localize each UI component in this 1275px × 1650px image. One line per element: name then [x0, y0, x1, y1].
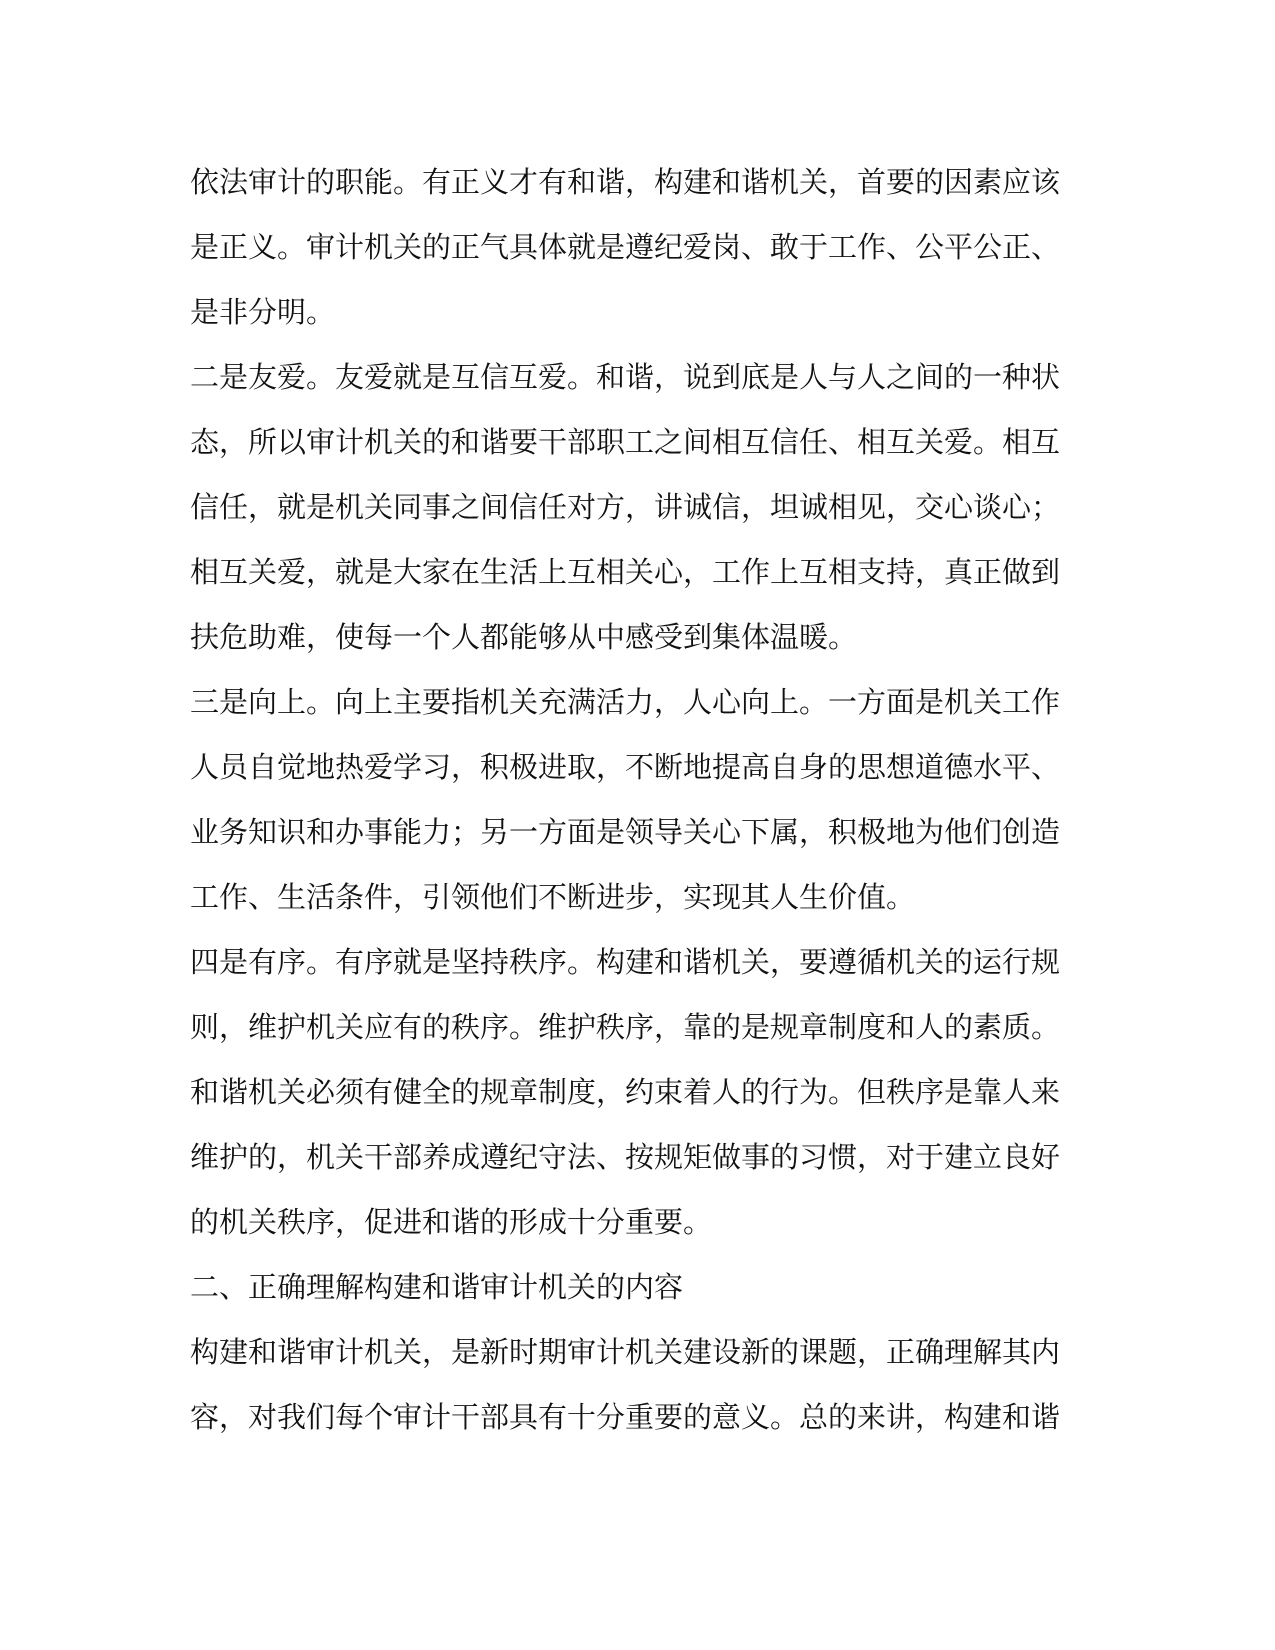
body-text-line: 二是友爱。友爱就是互信互爱。和谐，说到底是人与人之间的一种状: [190, 360, 1061, 394]
body-text-line: 的机关秩序，促进和谐的形成十分重要。: [190, 1205, 713, 1239]
body-text-line: 扶危助难，使每一个人都能够从中感受到集体温暖。: [190, 620, 858, 654]
body-text-line: 则，维护机关应有的秩序。维护秩序，靠的是规章制度和人的素质。: [190, 1010, 1061, 1044]
body-text-line: 容，对我们每个审计干部具有十分重要的意义。总的来讲，构建和谐: [190, 1400, 1061, 1434]
document-body: [190, 150, 1070, 1450]
body-text-line: 构建和谐审计机关，是新时期审计机关建设新的课题，正确理解其内: [190, 1335, 1061, 1369]
body-text-line: 态，所以审计机关的和谐要干部职工之间相互信任、相互关爱。相互: [190, 425, 1061, 459]
body-text-line: 工作、生活条件，引领他们不断进步，实现其人生价值。: [190, 880, 916, 914]
body-text-line: 四是有序。有序就是坚持秩序。构建和谐机关，要遵循机关的运行规: [190, 945, 1061, 979]
body-text-line: 信任，就是机关同事之间信任对方，讲诚信，坦诚相见，交心谈心；: [190, 490, 1061, 524]
body-text-line: 人员自觉地热爱学习，积极进取，不断地提高自身的思想道德水平、: [190, 750, 1061, 784]
body-text-line: 是非分明。: [190, 295, 336, 329]
body-text-line: 相互关爱，就是大家在生活上互相关心，工作上互相支持，真正做到: [190, 555, 1061, 589]
section-heading: 二、正确理解构建和谐审计机关的内容: [190, 1270, 684, 1304]
body-text-line: 依法审计的职能。有正义才有和谐，构建和谐机关，首要的因素应该: [190, 165, 1061, 199]
body-text-line: 是正义。审计机关的正气具体就是遵纪爱岗、敢于工作、公平公正、: [190, 230, 1061, 264]
body-text-line: 维护的，机关干部养成遵纪守法、按规矩做事的习惯，对于建立良好: [190, 1140, 1061, 1174]
body-text-line: 业务知识和办事能力；另一方面是领导关心下属，积极地为他们创造: [190, 815, 1061, 849]
body-text-line: 和谐机关必须有健全的规章制度，约束着人的行为。但秩序是靠人来: [190, 1075, 1061, 1109]
body-text-line: 三是向上。向上主要指机关充满活力，人心向上。一方面是机关工作: [190, 685, 1061, 719]
